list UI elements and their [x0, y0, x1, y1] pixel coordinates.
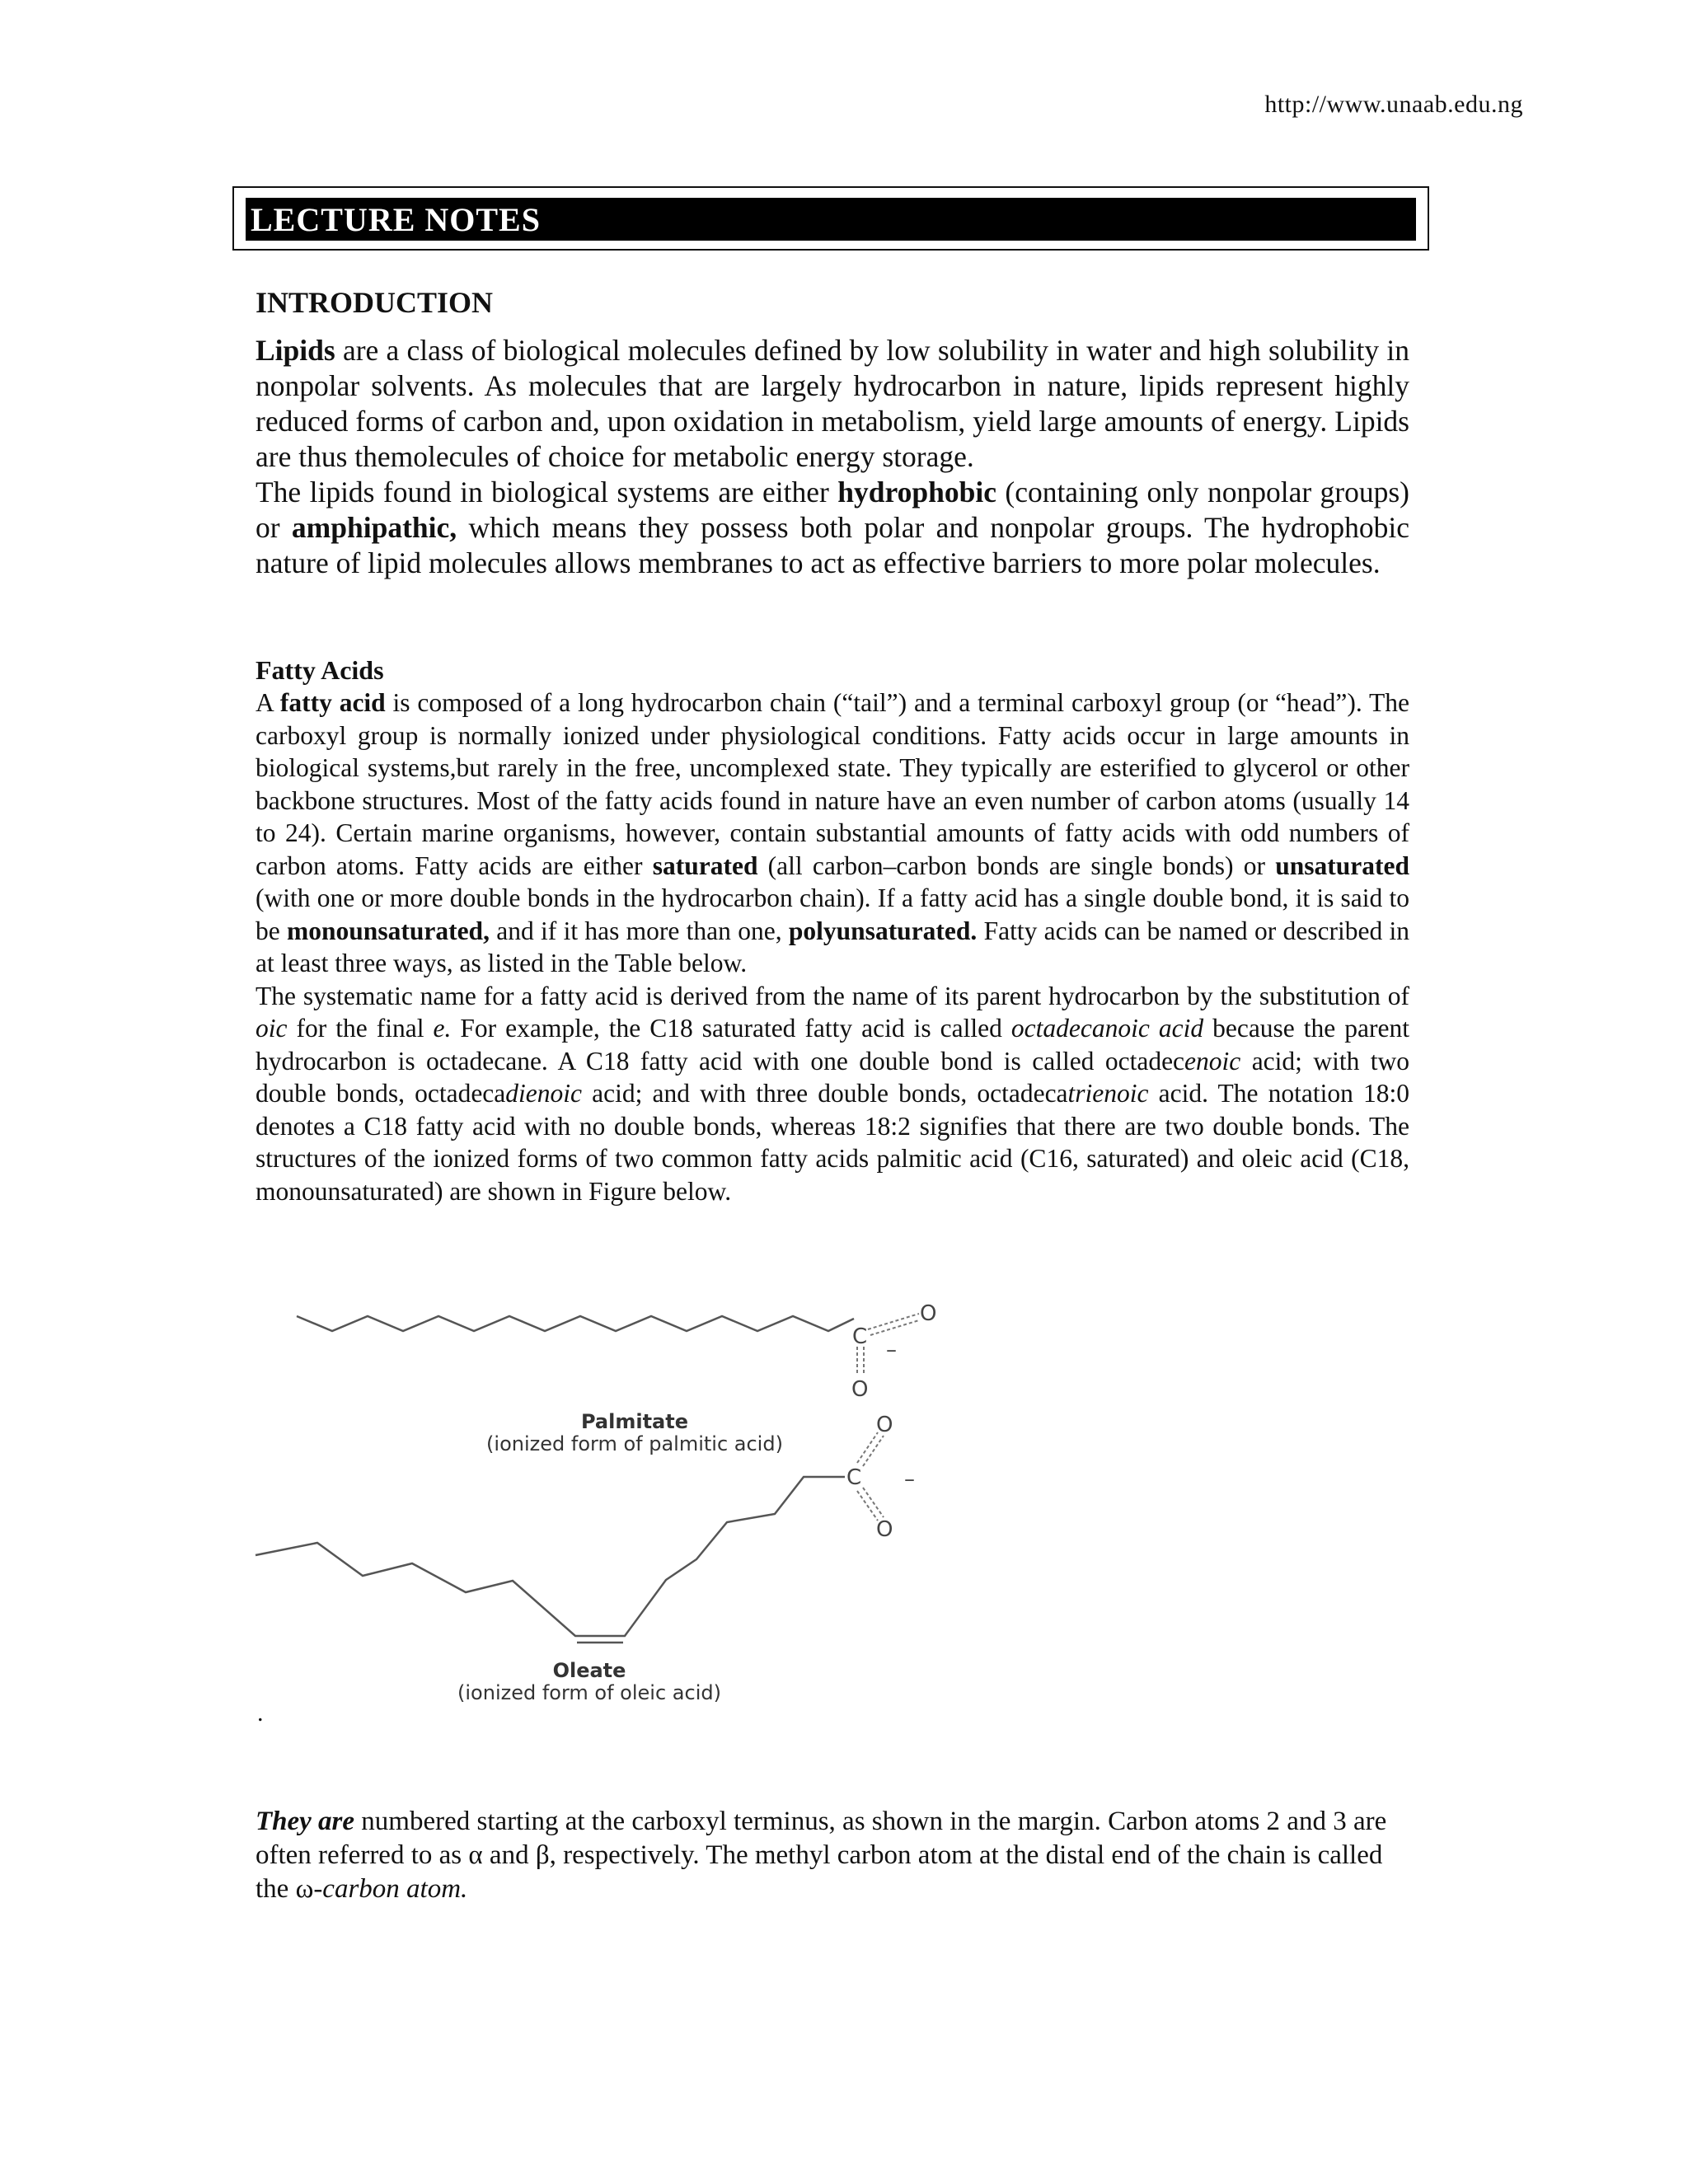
oleate-carbon: C — [846, 1465, 862, 1490]
oleate-title: Oleate — [552, 1659, 626, 1682]
term-saturated: saturated — [652, 851, 758, 880]
text-run: and — [482, 1840, 536, 1870]
text-run: (all carbon–carbon bonds are single bonds) or — [757, 851, 1276, 880]
fatty-acids-paragraph-2 — [256, 980, 1409, 1208]
alpha-symbol: α — [468, 1840, 483, 1870]
palmitate-oxygen-upper: O — [920, 1301, 937, 1326]
text-run: is composed of a long hydrocarbon chain (“tail”) and a terminal carboxyl group (or “head”). The carboxyl group is normally ionized under physiological conditions. Fatty acids occur in large amounts in biological systems,but rarely in the free, uncomplexed state. They typically are esterified to glycerol or other backbone structures. Most of the fatty acids found in nature have an even number of carbon atoms (usually 14 to 24). Certain marine organisms, however, contain substantial amounts of fatty acids with odd numbers of carbon atoms. Fatty acids are either — [256, 688, 1409, 880]
oleate-oxygen-lower: O — [876, 1517, 893, 1542]
palmitate-chain — [297, 1316, 854, 1331]
palmitate-caption: (ionized form of palmitic acid) — [486, 1432, 783, 1455]
term-oic: oic — [256, 1014, 288, 1043]
introduction-heading: INTRODUCTION — [256, 286, 494, 319]
term-lipids: Lipids — [256, 334, 335, 367]
oleate-caption: (ionized form of oleic acid) — [457, 1681, 721, 1704]
text-run: (containing only nonpolar groups) or — [256, 476, 1409, 544]
text-run: , respectively. The methyl carbon atom at the distal end of the chain is called the — [256, 1840, 1383, 1904]
omega-symbol: ω — [295, 1874, 314, 1904]
term-dienoic: dienoic — [505, 1079, 582, 1108]
term-e: e. — [433, 1014, 452, 1043]
carbon-numbering-paragraph — [256, 1805, 1409, 1906]
text-run: numbered starting at the carboxyl terminus, as shown in the margin. Carbon atoms 2 and 3 are often referred to as — [256, 1807, 1387, 1870]
text-run: because the parent hydrocarbon is octadecane. A C18 fatty acid with one double bond is called octadec — [256, 1014, 1410, 1076]
oleate-upper-bond-2 — [863, 1436, 884, 1466]
palmitate-upper-bond — [868, 1314, 919, 1329]
text-run: acid; with two double bonds, octadeca — [256, 1046, 1410, 1108]
term-fatty-acid: fatty acid — [279, 688, 386, 717]
fatty-acid-structures-figure — [247, 1286, 1236, 1722]
text-run: which means they possess both polar and nonpolar groups. The hydrophobic nature of lipid molecules allows membranes to act as effective barriers to more polar molecules. — [256, 511, 1409, 579]
lead-phrase: They are — [256, 1807, 355, 1836]
term-amphipathic: amphipathic, — [291, 511, 457, 544]
text-run: acid; and with three double bonds, octadeca — [582, 1079, 1068, 1108]
text-run: The lipids found in biological systems are either — [256, 476, 838, 509]
text-run: For example, the C18 saturated fatty acid is called — [451, 1014, 1011, 1043]
stray-period: . — [257, 1699, 264, 1727]
palmitate-upper-bond-2 — [870, 1320, 919, 1335]
text-run: are a class of biological molecules defined by low solubility in water and high solubility in nonpolar solvents. As molecules that are largely hydrocarbon in nature, lipids represent highly reduced forms of carbon and, upon oxidation in metabolism, yield large amounts of energy. Lipids are thus themolecules of choice for metabolic energy storage. — [256, 334, 1409, 473]
term-trienoic: trienoic — [1067, 1079, 1149, 1108]
text-run: (with one or more double bonds in the hydrocarbon chain). If a fatty acid has a single double bond, it is said to be — [256, 883, 1409, 945]
term-unsaturated: unsaturated — [1275, 851, 1409, 880]
lecture-notes-banner — [232, 186, 1429, 251]
text-run: and if it has more than one, — [489, 916, 789, 945]
term-octadecanoic-acid: octadecanoic acid — [1010, 1014, 1204, 1043]
palmitate-charge: – — [886, 1338, 897, 1362]
introduction-body — [256, 333, 1409, 581]
text-run: Fatty acids can be named or described in at least three ways, as listed in the Table below. — [256, 916, 1409, 977]
fatty-acids-body — [256, 687, 1409, 1207]
fatty-acids-heading: Fatty Acids — [256, 655, 384, 685]
introduction-paragraph-2 — [256, 475, 1409, 581]
oleate-oxygen-upper: O — [876, 1413, 893, 1437]
fatty-acids-paragraph-1 — [256, 687, 1409, 980]
introduction-paragraph-1 — [256, 333, 1409, 475]
banner-title: LECTURE NOTES — [251, 200, 541, 238]
omega-carbon-term: -carbon atom. — [313, 1874, 468, 1904]
numbering-text — [256, 1805, 1409, 1906]
oleate-charge: – — [904, 1467, 915, 1492]
term-polyunsaturated: polyunsaturated. — [788, 916, 978, 945]
text-run: The systematic name for a fatty acid is derived from the name of its parent hydrocarbon by the substitution of — [256, 981, 1409, 1010]
term-enoic: enoic — [1184, 1046, 1241, 1076]
banner-fill — [246, 198, 1416, 241]
beta-symbol: β — [535, 1840, 550, 1870]
text-run: for the final — [287, 1014, 434, 1043]
palmitate-oxygen-lower: O — [851, 1377, 869, 1402]
oleate-chain — [256, 1477, 845, 1636]
source-url[interactable]: http://www.unaab.edu.ng — [1264, 91, 1523, 118]
text-run: A — [256, 688, 280, 717]
term-monounsaturated: monounsaturated, — [287, 916, 490, 945]
text-run: acid. The notation 18:0 denotes a C18 fatty acid with no double bonds, whereas 18:2 signifies that there are two double bonds. The structures of the ionized forms of two common fatty acids palmitic acid (C16, saturated) and oleic acid (C18, monounsaturated) are shown in Figure below. — [256, 1079, 1410, 1206]
term-hydrophobic: hydrophobic — [837, 476, 996, 509]
palmitate-title: Palmitate — [580, 1410, 689, 1433]
palmitate-carbon: C — [852, 1324, 868, 1349]
